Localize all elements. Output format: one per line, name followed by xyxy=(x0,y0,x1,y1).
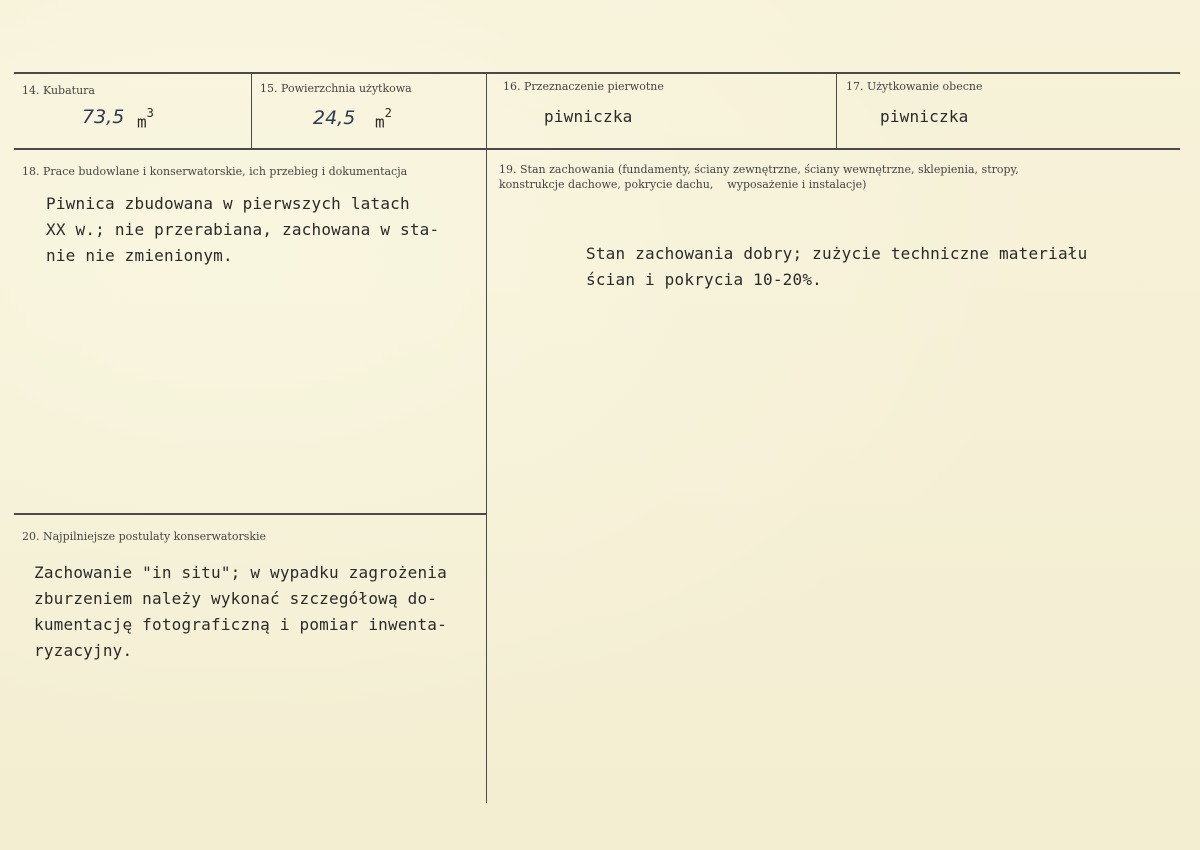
field-18-line-3: nie nie zmienionym. xyxy=(46,246,233,265)
divider-left-right xyxy=(486,148,487,803)
field-16-label: 16. Przeznaczenie pierwotne xyxy=(503,80,664,93)
field-19-line-2: ścian i pokrycia 10-20%. xyxy=(586,270,822,289)
top-rule xyxy=(14,72,1180,74)
field-17-value: piwniczka xyxy=(880,107,969,126)
field-18-label: 18. Prace budowlane i konserwatorskie, ich przebieg i dokumentacja xyxy=(22,165,408,178)
field-15-label: 15. Powierzchnia użytkowa xyxy=(260,82,412,95)
field-16-value: piwniczka xyxy=(544,107,633,126)
field-17-label: 17. Użytkowanie obecne xyxy=(846,80,983,93)
field-20-line-2: zburzeniem należy wykonać szczegółową do- xyxy=(34,589,438,608)
field-14-value: 73,5 xyxy=(82,106,125,128)
field-19-line-1: Stan zachowania dobry; zużycie techniczne materiału xyxy=(586,244,1088,263)
divider-15-16 xyxy=(486,72,487,149)
field-20-line-1: Zachowanie "in situ"; w wypadku zagrożenia xyxy=(34,563,447,582)
field-19-label-line-1: 19. Stan zachowania (fundamenty, ściany zewnętrzne, ściany wewnętrzne, sklepienia, stropy, xyxy=(499,163,1019,176)
row2-split-rule xyxy=(14,513,486,515)
field-14-unit-base: m xyxy=(137,112,147,132)
field-14-unit-exp: 3 xyxy=(146,106,154,120)
field-18-line-1: Piwnica zbudowana w pierwszych latach xyxy=(46,194,410,213)
field-20-line-4: ryzacyjny. xyxy=(34,641,133,660)
field-14-label: 14. Kubatura xyxy=(22,84,95,97)
field-20-line-3: kumentację fotograficzną i pomiar inwenta- xyxy=(34,615,447,634)
field-15-unit xyxy=(375,106,392,132)
field-15-unit-base: m xyxy=(375,112,385,132)
field-20-label: 20. Najpilniejsze postulaty konserwatorskie xyxy=(22,530,267,543)
field-18-line-2: XX w.; nie przerabiana, zachowana w sta- xyxy=(46,220,440,239)
divider-16-17 xyxy=(836,72,837,149)
field-15-value: 24,5 xyxy=(313,107,356,129)
divider-14-15 xyxy=(251,72,252,149)
field-19-label-line-2: konstrukcje dachowe, pokrycie dachu, wyposażenie i instalacje) xyxy=(499,178,867,191)
row1-bottom-rule xyxy=(14,148,1180,150)
field-15-unit-exp: 2 xyxy=(384,106,392,120)
field-14-unit xyxy=(137,106,154,132)
